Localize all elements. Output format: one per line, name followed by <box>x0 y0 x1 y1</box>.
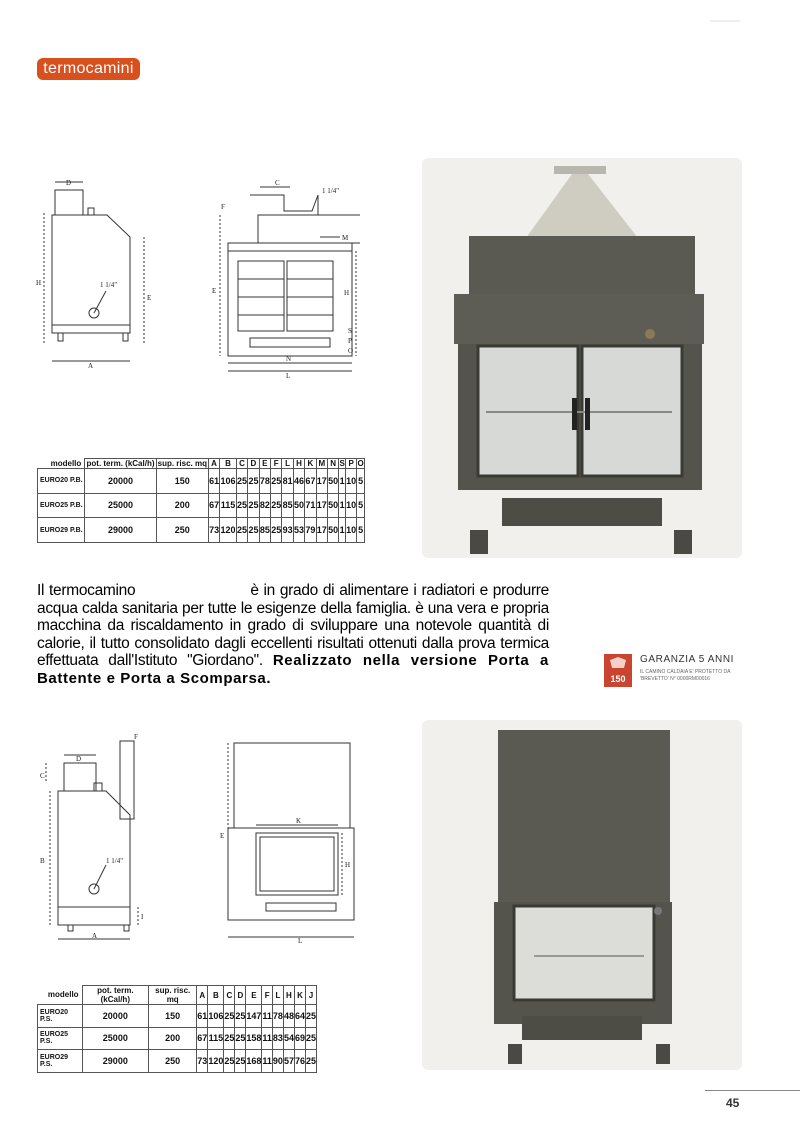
side-label-d: D <box>76 755 82 763</box>
table-cell: 10 <box>345 469 356 494</box>
table-cell: 17 <box>316 469 327 494</box>
table-cell: 67 <box>208 493 219 518</box>
table-cell: 25 <box>235 1027 246 1050</box>
guarantee-badge-icon <box>604 654 632 687</box>
side-label-a: A <box>92 932 98 940</box>
table-cell: EURO20 P.B. <box>38 469 85 494</box>
table-cell: 73 <box>197 1050 208 1073</box>
table-cell: 61 <box>197 1005 208 1028</box>
stove-image-scomparsa <box>422 720 742 1070</box>
front-label-o: O <box>348 347 354 355</box>
front-label-f: F <box>221 203 225 211</box>
table-cell: 120 <box>220 518 237 543</box>
table-header-cell: H <box>293 459 304 469</box>
table-cell: 200 <box>149 1027 197 1050</box>
table-header-cell: F <box>271 459 282 469</box>
table-header-cell: modello <box>38 986 83 1005</box>
table-header-cell: A <box>197 986 208 1005</box>
product-photo-scomparsa <box>422 720 742 1070</box>
table-header-cell: E <box>246 986 262 1005</box>
table-cell: 50 <box>327 493 338 518</box>
side-label-e: E <box>147 294 152 302</box>
side-view <box>44 182 144 361</box>
table-cell: 76 <box>294 1050 305 1073</box>
table-cell: 50 <box>327 518 338 543</box>
table-cell: 81 <box>282 469 293 494</box>
table-cell: 25 <box>305 1050 316 1073</box>
table-header-cell: H <box>283 986 294 1005</box>
table-cell: 10 <box>345 518 356 543</box>
table-cell: 5 <box>357 493 365 518</box>
side-label-b: B <box>40 857 45 865</box>
table-cell: 17 <box>316 493 327 518</box>
description-text <box>37 582 549 687</box>
spec-table-battente <box>37 458 365 543</box>
front-label-p: P <box>348 337 352 345</box>
description-line1-end: è in grado di alimentare i radiatori e produrre <box>250 582 549 599</box>
table-cell: EURO29 P.B. <box>38 518 85 543</box>
top-divider <box>710 20 740 22</box>
table-cell: 85 <box>259 518 270 543</box>
category-tag: termocamini <box>37 58 140 80</box>
table-cell: 82 <box>259 493 270 518</box>
side-label-h: H <box>36 279 42 287</box>
guarantee-badge-number: 150 <box>610 674 626 684</box>
table-cell: 115 <box>220 493 237 518</box>
table-cell: 67 <box>197 1027 208 1050</box>
front-label-h: H <box>345 861 351 869</box>
table-header-cell: K <box>305 459 316 469</box>
table-cell: 200 <box>156 493 208 518</box>
table-cell: 168 <box>246 1050 262 1073</box>
table-cell: 71 <box>305 493 316 518</box>
front-view <box>228 743 354 937</box>
side-label-d: D <box>66 179 72 187</box>
table-header-cell: E <box>259 459 270 469</box>
table-header-cell: B <box>208 986 224 1005</box>
spec-table-scomparsa <box>37 985 317 1073</box>
table-cell: 50 <box>293 493 304 518</box>
table-cell: 11 <box>262 1027 273 1050</box>
table-cell: EURO25 P.B. <box>38 493 85 518</box>
table-cell: 93 <box>282 518 293 543</box>
table-cell: 64 <box>294 1005 305 1028</box>
product-photo-battente <box>422 158 742 558</box>
table-cell: 25 <box>271 493 282 518</box>
table-cell: 25 <box>248 493 259 518</box>
table-cell: 25 <box>305 1027 316 1050</box>
table-header-cell: A <box>208 459 219 469</box>
table-cell: 106 <box>220 469 237 494</box>
table-cell: 150 <box>156 469 208 494</box>
table-header-cell: D <box>235 986 246 1005</box>
table-cell: 46 <box>293 469 304 494</box>
table-header-row <box>38 986 317 1005</box>
table-cell: 25 <box>236 518 247 543</box>
table-header-cell: pot. term. (kCal/h) <box>86 459 155 468</box>
table-cell: 25 <box>224 1005 235 1028</box>
stove-image-battente <box>422 158 742 558</box>
table-cell: 5 <box>357 469 365 494</box>
table-cell: EURO20 P.S. <box>38 1005 83 1028</box>
table-cell: 5 <box>357 518 365 543</box>
side-label-f: F <box>134 733 138 741</box>
footer-divider <box>705 1090 800 1091</box>
table-cell: 17 <box>316 518 327 543</box>
table-cell: 54 <box>283 1027 294 1050</box>
side-label-pipe: 1 1/4" <box>100 281 118 289</box>
table-cell: 1 <box>339 493 346 518</box>
table-cell: 25 <box>235 1050 246 1073</box>
table-cell: 11 <box>262 1005 273 1028</box>
front-label-l: L <box>298 937 303 943</box>
front-label-s: S <box>348 327 352 335</box>
table-cell: 20000 <box>82 1005 149 1028</box>
table-row <box>38 1005 317 1028</box>
table-cell: 150 <box>149 1005 197 1028</box>
table-cell: 83 <box>272 1027 283 1050</box>
front-label-m: M <box>342 234 349 242</box>
table-cell: 78 <box>272 1005 283 1028</box>
table-header-cell: pot. term. (kCal/h) <box>82 986 149 1005</box>
front-label-e: E <box>212 287 217 295</box>
table-header-cell: C <box>236 459 247 469</box>
table-header-cell: modello <box>38 459 85 469</box>
table-header-cell: S <box>339 459 345 468</box>
table-cell: 10 <box>345 493 356 518</box>
table-cell: 25 <box>224 1050 235 1073</box>
table-cell: 250 <box>156 518 208 543</box>
table-cell: 25 <box>271 518 282 543</box>
table-cell: 29000 <box>82 1050 149 1073</box>
table-cell: 120 <box>208 1050 224 1073</box>
side-label-i: I <box>141 913 144 921</box>
guarantee-subtitle: IL CAMINO CALDAIA E' PROTETTO DA 'BREVETTO' N° 0000RM00016 <box>640 669 731 682</box>
table-cell: 147 <box>246 1005 262 1028</box>
front-label-k: K <box>296 817 302 825</box>
table-header-cell: sup. risc. mq <box>149 986 197 1005</box>
table-cell: 1 <box>339 469 346 494</box>
table-cell: 25 <box>224 1027 235 1050</box>
table-cell: 1 <box>339 518 346 543</box>
table-cell: 61 <box>208 469 219 494</box>
table-header-cell: sup. risc. mq <box>157 459 207 468</box>
table-cell: 11 <box>262 1050 273 1073</box>
table-cell: 69 <box>294 1027 305 1050</box>
table-cell: 50 <box>327 469 338 494</box>
table-cell: 158 <box>246 1027 262 1050</box>
table-header-cell: O <box>357 459 364 468</box>
table-cell: 67 <box>305 469 316 494</box>
front-view <box>220 187 360 371</box>
table-row <box>38 493 365 518</box>
table-cell: 90 <box>272 1050 283 1073</box>
front-label-h: H <box>344 289 350 297</box>
description-bold: Realizzato nella versione Porta a Battente e Porta a Scomparsa. <box>37 652 549 687</box>
table-cell: 25 <box>235 1005 246 1028</box>
table-cell: 25000 <box>82 1027 149 1050</box>
table-cell: 25 <box>248 469 259 494</box>
front-label-c: C <box>275 179 280 187</box>
description-line3: è una vera e propria macchina da riscaldamento in grado di sviluppare una notevole quantità di calorie, il tutto consolidato dagli eccellenti risultati ottenuti dalla prova termica effettuata dall'Istituto "Giordano". <box>37 599 549 669</box>
table-cell: 53 <box>293 518 304 543</box>
table-cell: EURO25 P.S. <box>38 1027 83 1050</box>
table-row <box>38 518 365 543</box>
table-cell: 106 <box>208 1005 224 1028</box>
front-label-e: E <box>220 832 225 840</box>
table-header-cell: J <box>305 986 316 1005</box>
table-cell: 85 <box>282 493 293 518</box>
table-cell: 115 <box>208 1027 224 1050</box>
description-line2: acqua calda sanitaria per tutte le esigenze della famiglia. <box>37 599 411 617</box>
table-cell: 25 <box>305 1005 316 1028</box>
table-cell: 250 <box>149 1050 197 1073</box>
table-header-cell: M <box>316 459 327 469</box>
table-header-cell: N <box>327 459 338 469</box>
side-label-c: C <box>40 772 45 780</box>
table-header-cell: L <box>272 986 283 1005</box>
table-cell: 79 <box>305 518 316 543</box>
front-label-n: N <box>286 355 292 363</box>
table-cell: 25000 <box>85 493 156 518</box>
table-row <box>38 1027 317 1050</box>
technical-drawing-battente <box>30 175 360 380</box>
table-header-cell: P <box>345 459 356 469</box>
guarantee-title: GARANZIA 5 ANNI <box>640 654 735 665</box>
table-cell: 25 <box>271 469 282 494</box>
table-header-cell: F <box>262 986 273 1005</box>
table-header-cell: D <box>248 459 259 469</box>
table-cell: 57 <box>283 1050 294 1073</box>
table-cell: 29000 <box>85 518 156 543</box>
table-cell: 73 <box>208 518 219 543</box>
table-cell: 25 <box>236 493 247 518</box>
front-label-pipe: 1 1/4" <box>322 187 340 195</box>
side-label-a: A <box>88 362 94 370</box>
side-view <box>46 741 138 939</box>
table-row <box>38 1050 317 1073</box>
table-row <box>38 469 365 494</box>
front-label-l: L <box>286 372 291 380</box>
table-header-cell: L <box>282 459 293 469</box>
table-cell: 20000 <box>85 469 156 494</box>
table-cell: 25 <box>248 518 259 543</box>
table-header-cell: B <box>220 459 237 469</box>
side-label-pipe: 1 1/4" <box>106 857 124 865</box>
table-header-row <box>38 459 365 469</box>
table-header-cell: K <box>294 986 305 1005</box>
page-number: 45 <box>726 1096 740 1110</box>
technical-drawing-scomparsa <box>30 733 360 943</box>
table-cell: 48 <box>283 1005 294 1028</box>
description-line1-start: Il termocamino <box>37 582 136 599</box>
table-cell: 78 <box>259 469 270 494</box>
table-header-cell: C <box>224 986 235 1005</box>
table-cell: 25 <box>236 469 247 494</box>
table-cell: EURO29 P.S. <box>38 1050 83 1073</box>
